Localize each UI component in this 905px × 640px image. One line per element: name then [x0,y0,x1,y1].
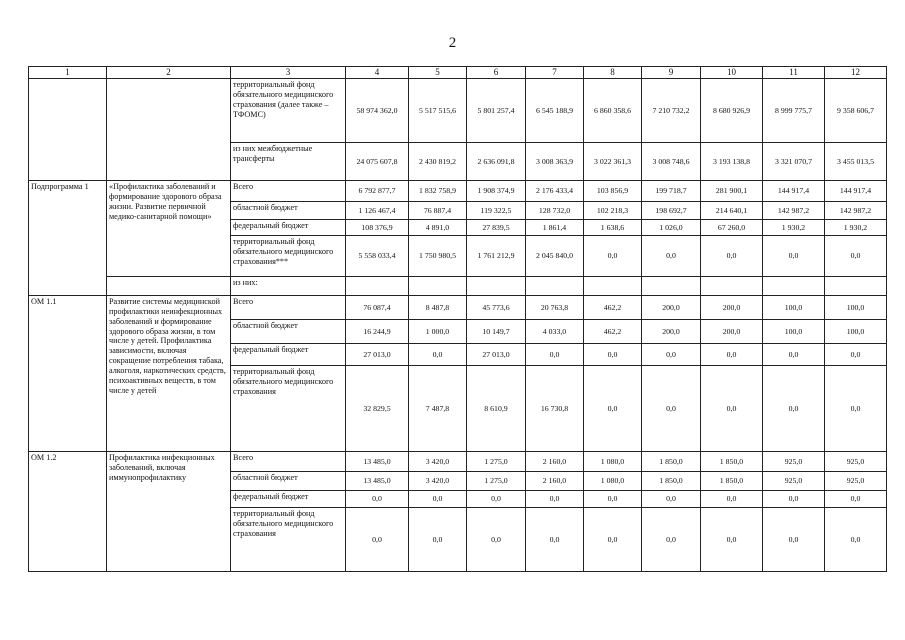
column-header: 6 [467,67,526,79]
funding-source: областной бюджет [231,320,346,344]
value-cell: 0,0 [346,491,409,508]
measure-name: Развитие системы медицинской профилактики неинфекционных заболеваний и формирование здорового образа жизни, в том числе у детей. Профилактика зависимости, включая сокращение потребления табака, алкоголя, наркотических средств, психоактивных веществ, в том числе у детей [107,296,231,452]
value-cell [409,277,467,296]
value-cell: 200,0 [642,296,701,320]
value-cell: 3 321 070,7 [763,143,825,181]
value-cell: 1 850,0 [642,472,701,491]
value-cell: 1 000,0 [409,320,467,344]
value-cell: 4 891,0 [409,220,467,236]
value-cell: 2 160,0 [526,452,584,472]
column-header: 1 [29,67,107,79]
value-cell: 1 850,0 [701,452,763,472]
value-cell: 0,0 [642,491,701,508]
value-cell: 5 517 515,6 [409,79,467,143]
value-cell: 100,0 [825,296,887,320]
value-cell: 0,0 [701,366,763,452]
value-cell: 0,0 [467,508,526,572]
value-cell: 0,0 [825,508,887,572]
value-cell: 76 087,4 [346,296,409,320]
table-body [29,67,887,572]
value-cell: 10 149,7 [467,320,526,344]
program-code: Подпрограмма 1 [29,181,107,296]
program-code [29,79,107,181]
value-cell: 0,0 [763,344,825,366]
value-cell: 0,0 [409,491,467,508]
value-cell: 2 160,0 [526,472,584,491]
program-name [107,79,231,181]
value-cell: 0,0 [526,508,584,572]
value-cell: 3 420,0 [409,472,467,491]
value-cell: 24 075 607,8 [346,143,409,181]
funding-source: Всего [231,181,346,202]
value-cell: 1 275,0 [467,452,526,472]
value-cell: 58 974 362,0 [346,79,409,143]
value-cell: 0,0 [409,344,467,366]
value-cell: 0,0 [763,508,825,572]
value-cell: 128 732,0 [526,202,584,220]
value-cell: 0,0 [526,344,584,366]
program-name [107,277,231,296]
measure-code: ОМ 1.1 [29,296,107,452]
value-cell [346,277,409,296]
value-cell: 32 829,5 [346,366,409,452]
value-cell: 0,0 [584,344,642,366]
value-cell: 6 792 877,7 [346,181,409,202]
funding-source: из них межбюджетные трансферты [231,143,346,181]
value-cell: 108 376,9 [346,220,409,236]
value-cell: 144 917,4 [763,181,825,202]
value-cell [584,277,642,296]
value-cell: 0,0 [642,366,701,452]
value-cell: 6 860 358,6 [584,79,642,143]
value-cell: 1 850,0 [642,452,701,472]
value-cell: 925,0 [825,472,887,491]
value-cell: 16 244,9 [346,320,409,344]
value-cell: 76 887,4 [409,202,467,220]
value-cell: 7 487,8 [409,366,467,452]
value-cell: 4 033,0 [526,320,584,344]
value-cell: 0,0 [409,508,467,572]
value-cell: 0,0 [642,236,701,277]
value-cell: 214 640,1 [701,202,763,220]
value-cell: 0,0 [642,344,701,366]
funding-source: областной бюджет [231,472,346,491]
value-cell: 27 013,0 [346,344,409,366]
value-cell: 8 487,8 [409,296,467,320]
value-cell: 13 485,0 [346,452,409,472]
value-cell: 0,0 [346,508,409,572]
table-row [29,452,887,472]
value-cell: 200,0 [642,320,701,344]
value-cell: 3 193 138,8 [701,143,763,181]
table-row [29,181,887,202]
funding-source: федеральный бюджет [231,220,346,236]
value-cell: 281 900,1 [701,181,763,202]
value-cell: 198 692,7 [642,202,701,220]
table-row [29,277,887,296]
value-cell: 0,0 [825,344,887,366]
value-cell: 102 218,3 [584,202,642,220]
column-header: 12 [825,67,887,79]
value-cell: 8 999 775,7 [763,79,825,143]
measure-name: Профилактика инфекционных заболеваний, включая иммунопрофилактику [107,452,231,572]
value-cell: 462,2 [584,296,642,320]
value-cell: 2 430 819,2 [409,143,467,181]
value-cell: 0,0 [701,344,763,366]
value-cell: 0,0 [825,491,887,508]
value-cell: 1 750 980,5 [409,236,467,277]
value-cell: 0,0 [584,366,642,452]
funding-source: Всего [231,452,346,472]
column-header: 8 [584,67,642,79]
value-cell: 1 638,6 [584,220,642,236]
funding-source: Всего [231,296,346,320]
value-cell: 1 080,0 [584,472,642,491]
value-cell: 3 455 013,5 [825,143,887,181]
value-cell: 0,0 [701,236,763,277]
value-cell: 1 761 212,9 [467,236,526,277]
funding-source: территориальный фонд обязательного медицинского страхования [231,508,346,572]
value-cell: 3 008 748,6 [642,143,701,181]
value-cell: 925,0 [825,452,887,472]
funding-source: территориальный фонд обязательного медицинского страхования*** [231,236,346,277]
value-cell: 7 210 732,2 [642,79,701,143]
value-cell: 100,0 [763,296,825,320]
value-cell: 1 275,0 [467,472,526,491]
value-cell: 5 558 033,4 [346,236,409,277]
value-cell: 0,0 [763,491,825,508]
table-row [29,79,887,143]
value-cell: 0,0 [584,236,642,277]
value-cell: 0,0 [584,508,642,572]
value-cell: 142 987,2 [825,202,887,220]
table-row [29,296,887,320]
value-cell: 3 022 361,3 [584,143,642,181]
value-cell: 1 026,0 [642,220,701,236]
value-cell: 200,0 [701,296,763,320]
value-cell: 0,0 [701,508,763,572]
value-cell: 13 485,0 [346,472,409,491]
value-cell [642,277,701,296]
value-cell [467,277,526,296]
value-cell: 142 987,2 [763,202,825,220]
value-cell: 925,0 [763,452,825,472]
funding-source: областной бюджет [231,202,346,220]
page-number: 2 [448,35,457,51]
program-name: «Профилактика заболеваний и формирование здорового образа жизни. Развитие первичной медико-санитарной помощи» [107,181,231,277]
column-header: 11 [763,67,825,79]
measure-code: ОМ 1.2 [29,452,107,572]
value-cell: 3 420,0 [409,452,467,472]
value-cell: 27 839,5 [467,220,526,236]
value-cell: 0,0 [825,236,887,277]
value-cell: 1 861,4 [526,220,584,236]
funding-source: федеральный бюджет [231,491,346,508]
value-cell: 0,0 [584,491,642,508]
value-cell: 8 680 926,9 [701,79,763,143]
value-cell [526,277,584,296]
value-cell: 0,0 [642,508,701,572]
value-cell: 925,0 [763,472,825,491]
value-cell: 2 045 840,0 [526,236,584,277]
value-cell: 1 126 467,4 [346,202,409,220]
value-cell: 0,0 [763,236,825,277]
value-cell: 1 930,2 [825,220,887,236]
value-cell: 27 013,0 [467,344,526,366]
value-cell: 1 850,0 [701,472,763,491]
value-cell: 0,0 [526,491,584,508]
value-cell: 200,0 [701,320,763,344]
value-cell: 0,0 [825,366,887,452]
value-cell: 5 801 257,4 [467,79,526,143]
column-header: 2 [107,67,231,79]
value-cell: 0,0 [701,491,763,508]
value-cell: 2 176 433,4 [526,181,584,202]
funding-source: территориальный фонд обязательного медицинского страхования [231,366,346,452]
funding-source: федеральный бюджет [231,344,346,366]
value-cell: 8 610,9 [467,366,526,452]
value-cell: 16 730,8 [526,366,584,452]
budget-table [28,66,887,572]
column-header: 7 [526,67,584,79]
value-cell: 100,0 [825,320,887,344]
column-header: 9 [642,67,701,79]
value-cell: 2 636 091,8 [467,143,526,181]
value-cell: 3 008 363,9 [526,143,584,181]
header-row [29,67,887,79]
value-cell: 144 917,4 [825,181,887,202]
value-cell: 1 908 374,9 [467,181,526,202]
value-cell: 462,2 [584,320,642,344]
value-cell: 1 832 758,9 [409,181,467,202]
value-cell: 9 358 606,7 [825,79,887,143]
value-cell: 119 322,5 [467,202,526,220]
funding-source: из них: [231,277,346,296]
funding-source: территориальный фонд обязательного медицинского страхования (далее также – ТФОМС) [231,79,346,143]
value-cell: 103 856,9 [584,181,642,202]
value-cell: 45 773,6 [467,296,526,320]
column-header: 3 [231,67,346,79]
value-cell: 1 080,0 [584,452,642,472]
column-header: 5 [409,67,467,79]
value-cell: 6 545 188,9 [526,79,584,143]
column-header: 10 [701,67,763,79]
column-header: 4 [346,67,409,79]
value-cell: 20 763,8 [526,296,584,320]
value-cell [763,277,825,296]
value-cell: 199 718,7 [642,181,701,202]
value-cell [825,277,887,296]
value-cell: 0,0 [467,491,526,508]
value-cell: 67 260,0 [701,220,763,236]
value-cell: 1 930,2 [763,220,825,236]
value-cell: 0,0 [763,366,825,452]
value-cell: 100,0 [763,320,825,344]
value-cell [701,277,763,296]
